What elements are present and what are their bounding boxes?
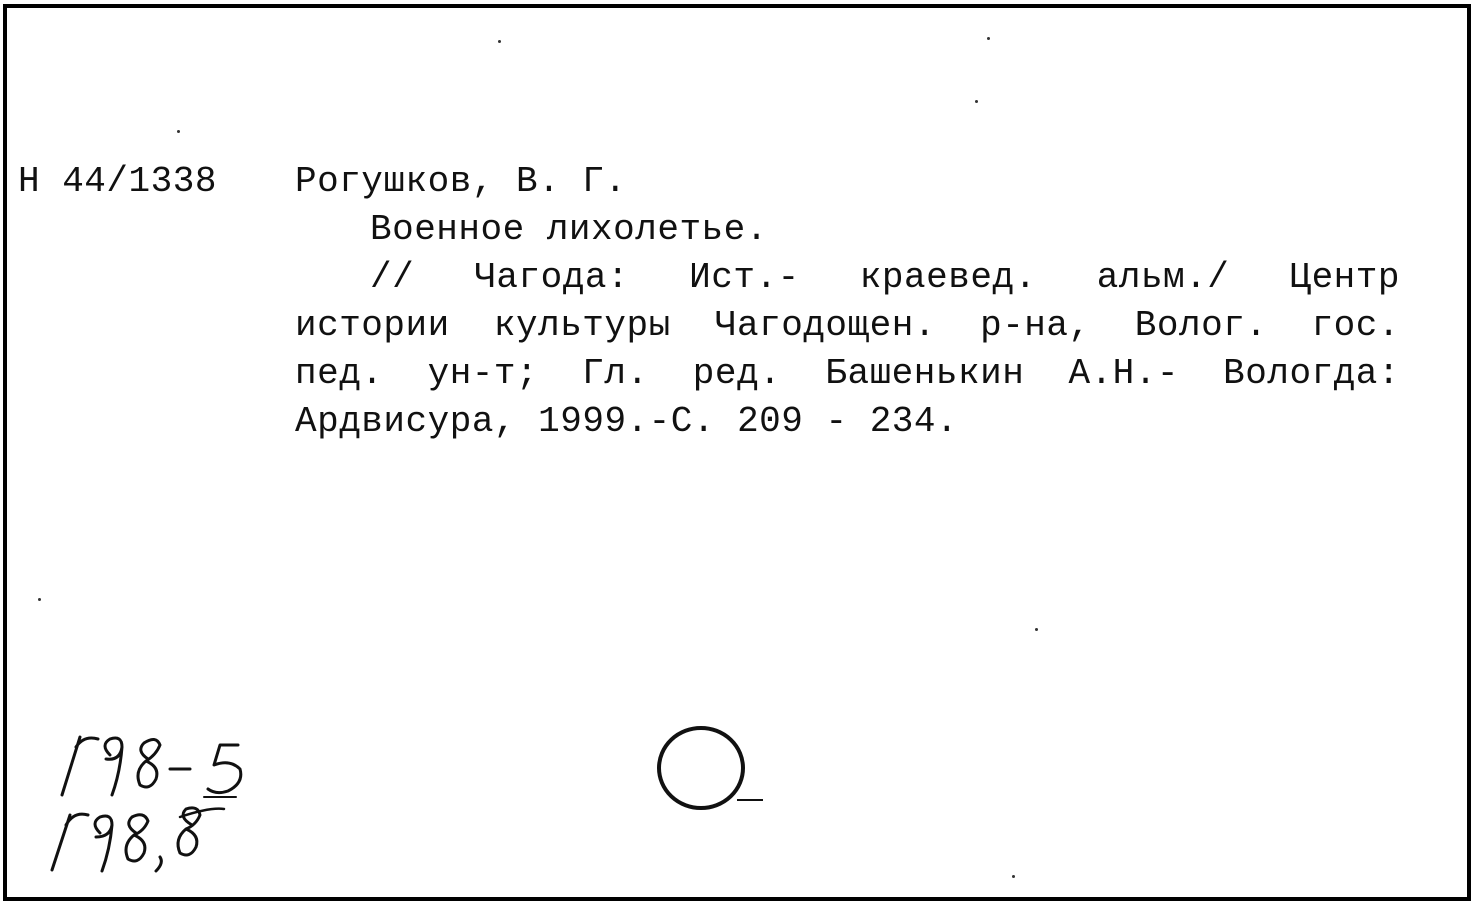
speck — [177, 130, 180, 133]
speck — [498, 40, 501, 43]
speck — [1035, 628, 1038, 631]
handwritten-classification — [40, 725, 300, 895]
source-line-4: Ардвисура, 1999.-С. 209 - 234. — [295, 401, 959, 442]
source-line-2: истории культуры Чагодощен. р-на, Волог. гос. — [295, 305, 1400, 346]
author: Рогушков, В. Г. — [295, 161, 627, 202]
speck — [1012, 875, 1015, 878]
speck — [987, 37, 990, 40]
circle-stamp-icon — [645, 720, 775, 820]
source-line-1: // Чагода: Ист.- краевед. альм./ Центр — [370, 257, 1400, 298]
speck — [975, 100, 978, 103]
title: Военное лихолетье. — [370, 209, 768, 250]
speck — [38, 598, 41, 601]
source-line-3: пед. ун-т; Гл. ред. Башенькин А.Н.- Вологда: — [295, 353, 1400, 394]
bibliographic-entry — [295, 158, 1400, 446]
shelfmark: Н 44/1338 — [18, 161, 217, 202]
